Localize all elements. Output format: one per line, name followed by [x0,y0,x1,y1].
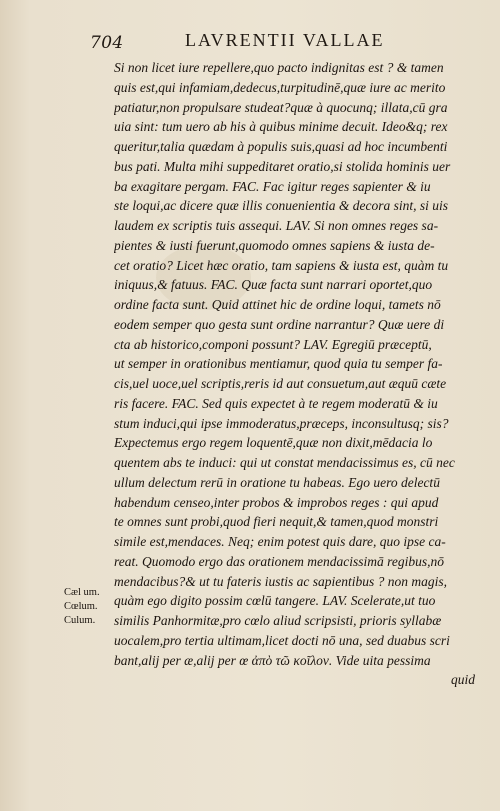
margin-note [64,586,114,628]
main-text-block [114,58,482,690]
text-line: quis est,qui infamiam,dedecus,turpitudinē,quæ iure ac merito [114,79,446,95]
text-line: mendacibus?& ut tu fateris iustis ac sapientibus ? non magis, [114,573,447,589]
text-line: quàm ego digito possim cœlū tangere. LAV. Scelerate,ut tuo [114,593,436,609]
text-line: bant,alij per æ,alij per œ ἀπὸ τῶ κοῖλον. Vide uita pessima [114,652,431,668]
text-line: ullum delectum rerū in oratione tu habeas. Ego uero delectū [114,474,440,490]
text-line: similis Panhormitæ,pro cœlo aliud scripsisti, prioris syllabæ [114,613,442,628]
text-line: te omnes sunt probi,quod fieri nequit,& tamen,quod monstri [114,514,439,530]
text-line: reat. Quomodo ergo das orationem mendacissimā regibus,nō [114,553,444,569]
text-line: stum induci,qui ipse immoderatus,præceps, inconsultusq; sis? [114,415,449,431]
text-line: quentem abs te induci: qui ut constat mendacissimus es, cū nec [114,455,455,470]
margin-note-line: Cæl um. [64,587,100,598]
margin-note-line: Culum. [64,615,96,626]
text-line: iniquus,& fatuus. FAC. Quæ facta sunt narrari oportet,quo [114,277,433,293]
text-line: uocalem,pro tertia ultimam,licet docti nō una, sed duabus scri [114,632,450,648]
text-line: uia sint: tum uero ab his à quibus minime decuit. Ideo&q; rex [114,119,448,135]
text-line: queritur,talia quædam à populis suis,quasi ad hoc incumbenti [114,139,448,154]
text-line: ste loqui,ac dicere quæ illis conuenientia & decora sint, si uis [114,198,448,214]
text-line: cta ab historico,componi possunt? LAV. Egregiū præceptū, [114,336,432,352]
text-line: Si non licet iure repellere,quo pacto indignitas est ? & tamen [114,60,444,75]
text-line: simile est,mendaces. Neq; enim potest quis dare, quo ipse ca- [114,534,446,549]
text-line: ba exagitare pergam. FAC. Fac igitur reges sapienter & iu [114,178,431,194]
text-line: cet oratio? Licet hæc oratio, tam sapiens & iusta est, quàm tu [114,257,449,273]
text-line: habendum censeo,inter probos & improbos reges : qui apud [114,494,439,510]
running-title: LAVRENTII VALLAE [185,30,385,50]
text-line: ordine facta sunt. Quid attinet hic de ordine loqui, tamets nō [114,297,441,312]
text-line: Expectemus ergo regem loquentē,quæ non dixit,mēdacia lo [114,435,433,451]
page-number: 704 [90,33,124,53]
text-line: eodem semper quo gesta sunt ordine narrantur? Quæ uere di [114,316,445,332]
text-line: ut semper in orationibus mentiamur, quod quia tu semper fa- [114,356,443,372]
text-line: ris facere. FAC. Sed quis expectet à te regem moderatū & iu [114,395,438,411]
text-line: patiatur,non propulsare studeat?quæ à quocunq; illata,cū gra [114,99,448,115]
margin-note-line: Cœlum. [64,601,98,612]
running-head [90,30,490,54]
text-line: pientes & iusti fuerunt,quomodo omnes sapiens & iusta de- [114,237,435,253]
text-line: laudem ex scriptis tuis assequi. LAV. Si non omnes reges sa- [114,218,439,233]
text-line: cis,uel uoce,uel scriptis,reris id aut consuetum,aut æquū cæte [114,376,447,391]
text-line: bus pati. Multa mihi suppeditaret oratio,si stolida hominis uer [114,158,451,174]
catchword: quid [450,672,475,688]
